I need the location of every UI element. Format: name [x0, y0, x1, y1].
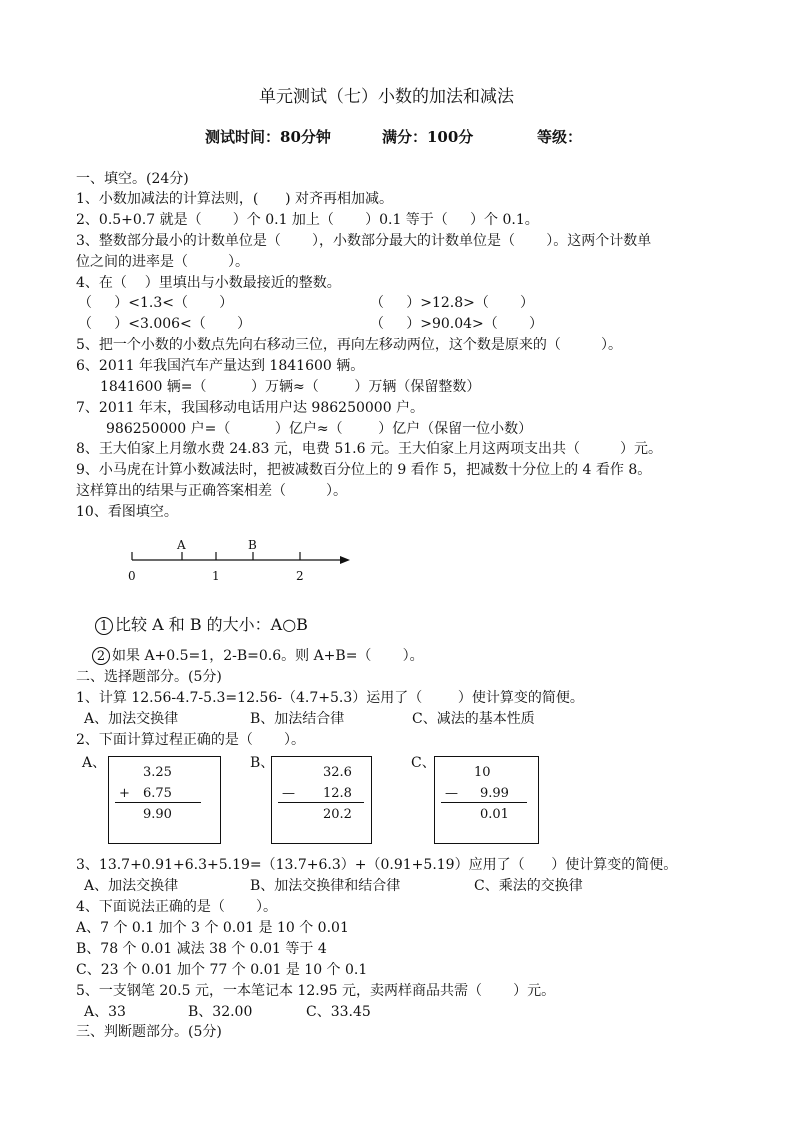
- s1-question-2: 2、0.5+0.7 就是（ ）个 0.1 加上（ ）0.1 等于（ ）个 0.1。: [76, 212, 539, 228]
- calc-c-box: [434, 756, 539, 844]
- s1-question-6-blank: 1841600 辆=（ ）万辆≈（ ）万辆（保留整数）: [100, 379, 481, 395]
- calc-b-rule: [278, 802, 364, 803]
- s1-q4-item-3: （ ）<3.006<（ ）: [78, 316, 251, 332]
- tick-label-0: 0: [128, 569, 136, 583]
- s2-q4-option-a: A、7 个 0.1 加个 3 个 0.01 是 10 个 0.01: [76, 920, 349, 936]
- s1-question-7: 7、2011 年末，我国移动电话用户达 986250000 户。: [76, 400, 425, 416]
- sub-question-1-text: 比较 A 和 B 的大小：A○B: [115, 615, 308, 634]
- calc-a-label: A、: [82, 755, 107, 771]
- s1-question-6: 6、2011 年我国汽车产量达到 1841600 辆。: [76, 358, 365, 374]
- s1-question-5: 5、把一个小数的小数点先向右移动三位，再向左移动两位，这个数是原来的（ ）。: [76, 337, 622, 353]
- s1-sub-question-2: [92, 647, 424, 665]
- calc-c-result: 0.01: [480, 807, 509, 822]
- tick-label-1: 1: [212, 569, 220, 583]
- number-line: [120, 530, 360, 590]
- s2-q3-option-a: A、加法交换律: [84, 878, 179, 894]
- s2-q4-option-b: B、78 个 0.01 减法 38 个 0.01 等于 4: [76, 941, 327, 957]
- calc-b-box: [271, 756, 372, 844]
- calc-a-box: [108, 756, 221, 844]
- tick-label-2: 2: [296, 569, 304, 583]
- s1-question-8: 8、王大伯家上月缴水费 24.83 元，电费 51.6 元。王大伯家上月这两项支出共（ ）元。: [76, 441, 663, 457]
- section2-heading: 二、选择题部分。(5分): [76, 669, 222, 685]
- calc-a-top: 3.25: [143, 765, 172, 780]
- calc-c-rule: [441, 802, 527, 803]
- s1-sub-question-1: [95, 616, 308, 635]
- section3-heading: 三、判断题部分。(5分): [76, 1024, 222, 1040]
- calc-c-bottom: 9.99: [480, 786, 509, 801]
- point-a-label: A: [177, 538, 186, 552]
- s2-q5-option-b: B、32.00: [188, 1004, 253, 1020]
- s2-question-1: 1、计算 12.56-4.7-5.3=12.56-（4.7+5.3）运用了（ ）使计算变的简便。: [76, 690, 584, 706]
- section1-heading: 一、填空。(24分): [76, 171, 189, 187]
- s2-q1-option-a: A、加法交换律: [84, 711, 179, 727]
- s2-question-4: 4、下面说法正确的是（ ）。: [76, 899, 278, 915]
- calc-a-operator: +: [119, 786, 130, 801]
- s1-question-1: 1、小数加减法的计算法则，( ) 对齐再相加减。: [76, 191, 393, 207]
- test-time: 测试时间：80分钟: [205, 128, 331, 146]
- calc-b-operator: —: [282, 786, 295, 801]
- s2-q3-option-b: B、加法交换律和结合律: [250, 878, 401, 894]
- page-title: 单元测试（七）小数的加法和减法: [259, 87, 514, 107]
- calc-b-label: B、: [250, 755, 275, 771]
- s1-question-9-line2: 这样算出的结果与正确答案相差（ ）。: [76, 483, 348, 499]
- calc-a-result: 9.90: [143, 807, 172, 822]
- s2-question-5: 5、一支钢笔 20.5 元，一本笔记本 12.95 元，卖两样商品共需（ ）元。: [76, 983, 556, 999]
- s2-q1-option-b: B、加法结合律: [250, 711, 345, 727]
- s2-question-2: 2、下面计算过程正确的是（ ）。: [76, 732, 306, 748]
- number-line-arrow: [340, 556, 350, 564]
- s1-question-3-line2: 位之间的进率是（ ）。: [76, 254, 250, 270]
- s1-question-4: 4、在（ ）里填出与小数最接近的整数。: [76, 275, 341, 291]
- s1-question-9-line1: 9、小马虎在计算小数减法时，把被减数百分位上的 9 看作 5，把减数十分位上的 4 看作 8。: [76, 462, 652, 478]
- calc-b-top: 32.6: [323, 765, 352, 780]
- s2-question-3: 3、13.7+0.91+6.3+5.19=（13.7+6.3）+（0.91+5.19）应用了（ ）使计算变的简便。: [76, 857, 678, 873]
- s2-q5-option-a: A、33: [84, 1004, 126, 1020]
- sub-question-2-text: 如果 A+0.5=1，2-B=0.6。则 A+B=（ ）。: [112, 648, 424, 664]
- grade-label: 等级：: [537, 128, 583, 146]
- calc-c-label: C、: [411, 755, 436, 771]
- calc-b-result: 20.2: [323, 807, 352, 822]
- calc-b-bottom: 12.8: [323, 786, 352, 801]
- calc-a-bottom: 6.75: [143, 786, 172, 801]
- point-b-label: B: [248, 538, 257, 552]
- full-score: 满分：100分: [382, 128, 474, 146]
- circled-number-2: 2: [92, 647, 110, 665]
- s2-q3-option-c: C、乘法的交换律: [474, 878, 583, 894]
- s2-q5-option-c: C、33.45: [306, 1004, 371, 1020]
- s1-question-10: 10、看图填空。: [76, 504, 178, 520]
- calc-c-top: 10: [474, 765, 491, 780]
- s2-q4-option-c: C、23 个 0.01 加个 77 个 0.01 是 10 个 0.1: [76, 962, 368, 978]
- s1-q4-item-4: （ ）>90.04>（ ）: [370, 316, 543, 332]
- calc-c-operator: —: [445, 786, 458, 801]
- s2-q1-option-c: C、减法的基本性质: [412, 711, 535, 727]
- s1-q4-item-2: （ ）>12.8>（ ）: [370, 295, 535, 311]
- s1-question-3-line1: 3、整数部分最小的计数单位是（ ），小数部分最大的计数单位是（ ）。这两个计数单: [76, 233, 652, 249]
- circled-number-1: 1: [95, 617, 113, 635]
- s1-q4-item-1: （ ）<1.3<（ ）: [78, 295, 234, 311]
- s1-question-7-blank: 986250000 户=（ ）亿户≈（ ）亿户（保留一位小数）: [106, 421, 533, 437]
- calc-a-rule: [115, 802, 201, 803]
